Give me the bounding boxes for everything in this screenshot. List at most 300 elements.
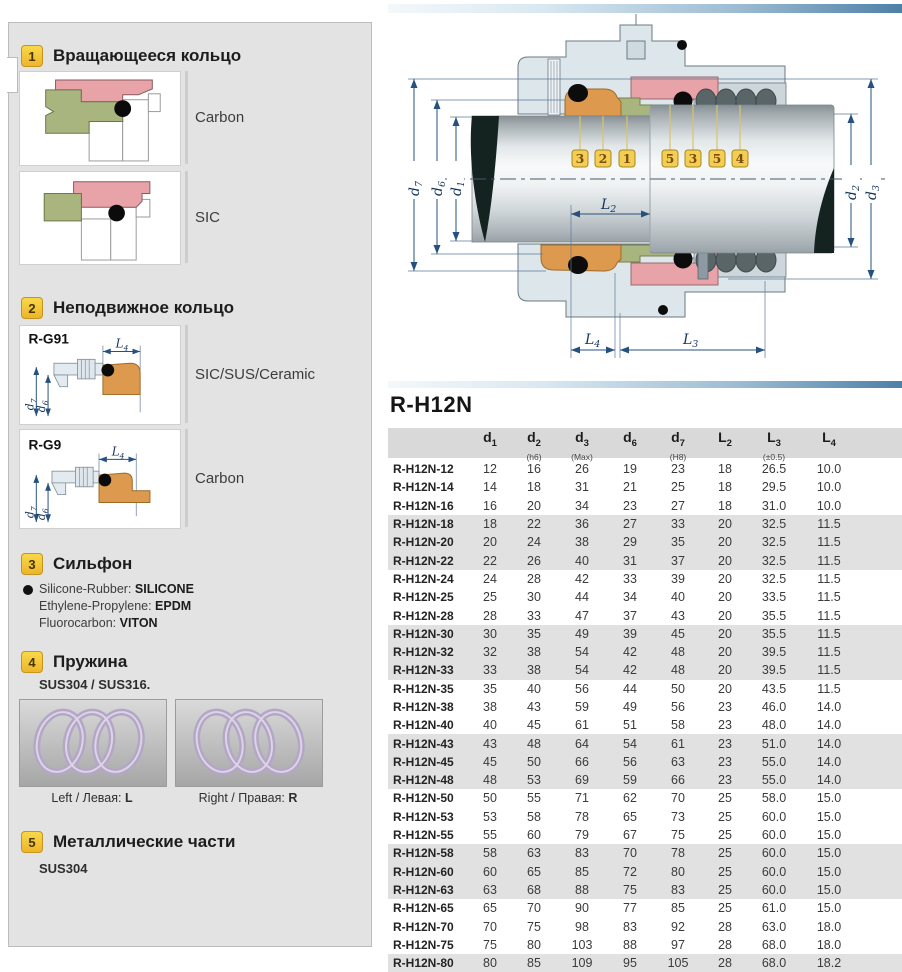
value-cell: 70 xyxy=(483,919,497,934)
badge-label: 3 xyxy=(575,151,585,166)
value-cell: 75 xyxy=(483,937,497,952)
value-cell: 61 xyxy=(671,736,685,751)
value-cell: 59 xyxy=(623,773,637,788)
value-cell: 48 xyxy=(527,736,541,751)
model-cell: R-H12N-48 xyxy=(393,773,454,788)
table-row xyxy=(388,643,902,661)
rg91-drawing xyxy=(20,326,178,422)
value-cell: 58 xyxy=(483,846,497,861)
value-cell: 60.0 xyxy=(761,846,787,861)
value-cell: 20 xyxy=(718,535,732,550)
value-cell: 60 xyxy=(527,828,541,843)
value-cell: 32 xyxy=(483,645,497,660)
value-cell: 75 xyxy=(527,919,541,934)
value-cell: 43 xyxy=(527,700,541,714)
dim-l3-label: $L_3$ xyxy=(683,332,699,350)
value-cell: 18.0 xyxy=(816,919,842,934)
top-accent-bar xyxy=(388,4,902,13)
value-cell: 15.0 xyxy=(816,901,842,916)
table-row xyxy=(388,808,902,826)
model-cell: R-H12N-50 xyxy=(393,791,454,806)
value-cell: 14.0 xyxy=(816,700,842,714)
value-cell: 23 xyxy=(623,498,637,513)
value-cell: 60.0 xyxy=(761,809,787,824)
value-cell: 25 xyxy=(718,828,732,843)
ring-code: R-G91 xyxy=(28,331,69,347)
value-cell: 37 xyxy=(623,608,637,623)
value-cell: 68.0 xyxy=(761,937,787,952)
value-cell: 40 xyxy=(527,681,541,696)
value-cell: 34 xyxy=(623,590,637,605)
dim-d2-label: $d_2$ xyxy=(844,184,862,200)
dim-l4-label: $L_4$ xyxy=(111,444,125,461)
value-cell: 88 xyxy=(623,937,637,952)
table-row xyxy=(388,734,902,752)
value-cell: 39.5 xyxy=(761,663,787,678)
value-cell: 32.5 xyxy=(761,571,787,586)
metal-material: SUS304 xyxy=(39,861,88,876)
value-cell: 40 xyxy=(671,590,685,605)
value-cell: 70 xyxy=(671,791,685,806)
value-cell: 25 xyxy=(718,791,732,806)
value-cell: 22 xyxy=(527,517,541,532)
value-cell: 65 xyxy=(483,901,497,916)
value-cell: 69 xyxy=(575,773,589,788)
value-cell: 78 xyxy=(575,809,589,824)
value-cell: 54 xyxy=(575,663,589,678)
value-cell: 23 xyxy=(718,754,732,769)
value-cell: 35 xyxy=(527,626,541,641)
value-cell: 32.5 xyxy=(761,535,787,550)
model-cell: R-H12N-45 xyxy=(393,754,454,769)
right-spring-image xyxy=(176,700,320,784)
dim-d6-label: $d_6$ xyxy=(35,400,51,413)
value-cell: 63 xyxy=(483,882,497,897)
value-cell: 72 xyxy=(623,864,637,879)
value-cell: 54 xyxy=(623,736,637,751)
value-cell: 11.5 xyxy=(817,663,841,678)
value-cell: 45 xyxy=(671,626,685,641)
value-cell: 90 xyxy=(575,901,589,916)
value-cell: 68 xyxy=(527,882,541,897)
value-cell: 49 xyxy=(623,700,637,714)
section-title: Сильфон xyxy=(53,554,133,573)
model-cell: R-H12N-63 xyxy=(393,882,454,897)
value-cell: 11.5 xyxy=(817,517,841,532)
seal-assembly-diagram xyxy=(388,13,902,379)
value-cell: 33 xyxy=(527,608,541,623)
value-cell: 45 xyxy=(527,718,541,733)
table-row xyxy=(388,460,902,478)
value-cell: 20 xyxy=(718,626,732,641)
value-cell: 15.0 xyxy=(816,882,842,897)
value-cell: 44 xyxy=(623,681,637,696)
column-header: $L_2$ xyxy=(718,429,732,449)
value-cell: 18 xyxy=(527,480,541,495)
value-cell: 65 xyxy=(623,809,637,824)
section-number-badge: 2 xyxy=(21,297,43,319)
table-row xyxy=(388,625,902,643)
model-cell: R-H12N-55 xyxy=(393,828,454,843)
value-cell: 11.5 xyxy=(817,571,841,586)
value-cell: 19 xyxy=(623,462,637,477)
model-cell: R-H12N-75 xyxy=(393,937,454,952)
value-cell: 68.0 xyxy=(761,956,787,971)
dim-l4-label: $L_4$ xyxy=(115,336,129,353)
model-cell: R-H12N-43 xyxy=(393,736,454,751)
model-cell: R-H12N-80 xyxy=(393,956,454,971)
value-cell: 45 xyxy=(483,754,497,769)
value-cell: 30 xyxy=(483,626,497,641)
model-cell: R-H12N-30 xyxy=(393,626,454,641)
value-cell: 39 xyxy=(623,626,637,641)
value-cell: 14 xyxy=(483,480,497,495)
value-cell: 48 xyxy=(483,773,497,788)
value-cell: 88 xyxy=(575,882,589,897)
value-cell: 20 xyxy=(718,553,732,568)
model-series-title: R-H12N xyxy=(390,392,473,417)
section-stationary-ring xyxy=(21,297,234,319)
value-cell: 46.0 xyxy=(761,700,787,714)
o-ring-dot xyxy=(101,364,114,377)
value-cell: 51 xyxy=(623,718,637,733)
dim-d7-label: $d_7$ xyxy=(23,398,39,411)
bullet-dot xyxy=(23,585,33,595)
value-cell: 43 xyxy=(483,736,497,751)
table-header-row xyxy=(388,428,902,460)
dim-d3-label: $d_3$ xyxy=(864,184,882,200)
value-cell: 42 xyxy=(623,663,637,678)
value-cell: 98 xyxy=(575,919,589,934)
table-row xyxy=(388,954,902,972)
table-row xyxy=(388,661,902,679)
divider xyxy=(185,325,188,423)
material-line: Ethylene-Propylene: EPDM xyxy=(39,599,192,613)
value-cell: 27 xyxy=(671,498,685,513)
value-cell: 25 xyxy=(718,809,732,824)
column-header: $d_1$ xyxy=(483,429,497,449)
right-spring-caption: Right / Правая: R xyxy=(198,791,298,805)
divider xyxy=(185,171,188,263)
value-cell: 22 xyxy=(483,553,497,568)
material-label: Carbon xyxy=(195,109,245,126)
value-cell: 60.0 xyxy=(761,882,787,897)
spring-right-photo xyxy=(175,699,323,787)
value-cell: 20 xyxy=(718,645,732,660)
middle-accent-bar xyxy=(388,381,902,388)
value-cell: 11.5 xyxy=(817,681,841,696)
value-cell: 18 xyxy=(718,498,732,513)
table-row xyxy=(388,899,902,917)
table-row xyxy=(388,753,902,771)
model-cell: R-H12N-40 xyxy=(393,718,454,733)
value-cell: 79 xyxy=(575,828,589,843)
value-cell: 24 xyxy=(483,571,497,586)
value-cell: 10.0 xyxy=(816,480,842,495)
value-cell: 78 xyxy=(671,846,685,861)
dim-l4-label: $L_4$ xyxy=(585,332,601,350)
table-row xyxy=(388,881,902,899)
value-cell: 56 xyxy=(575,681,589,696)
value-cell: 32.5 xyxy=(761,517,787,532)
section-number-badge: 4 xyxy=(21,651,43,673)
value-cell: 38 xyxy=(527,645,541,660)
table-row xyxy=(388,606,902,624)
value-cell: 29 xyxy=(623,535,637,550)
value-cell: 28 xyxy=(718,919,732,934)
value-cell: 11.5 xyxy=(817,553,841,568)
value-cell: 15.0 xyxy=(816,828,842,843)
value-cell: 38 xyxy=(575,535,589,550)
value-cell: 70 xyxy=(623,846,637,861)
value-cell: 15.0 xyxy=(816,864,842,879)
value-cell: 34 xyxy=(575,498,589,513)
material-label: SIC xyxy=(195,209,221,226)
value-cell: 55.0 xyxy=(761,754,787,769)
value-cell: 26.5 xyxy=(761,462,787,477)
value-cell: 25 xyxy=(718,846,732,861)
spring-material: SUS304 / SUS316. xyxy=(39,677,151,692)
seal-cross-section-carbon xyxy=(20,72,178,163)
section-metal-parts xyxy=(21,831,235,853)
model-cell: R-H12N-18 xyxy=(393,517,454,532)
table-row xyxy=(388,570,902,588)
value-cell: 20 xyxy=(718,571,732,586)
o-ring-dot xyxy=(114,100,131,117)
value-cell: 23 xyxy=(718,700,732,714)
dim-d6-label: $d_6$ xyxy=(35,508,51,521)
value-cell: 20 xyxy=(718,517,732,532)
model-cell: R-H12N-35 xyxy=(393,681,454,696)
rotating-ring-sic-image xyxy=(19,171,181,265)
value-cell: 25 xyxy=(718,901,732,916)
value-cell: 11.5 xyxy=(817,645,841,660)
bellows-materials xyxy=(39,581,194,632)
material-label: Carbon xyxy=(195,470,245,487)
model-cell: R-H12N-65 xyxy=(393,901,454,916)
o-ring-dot xyxy=(108,205,125,222)
column-header: $d_7$ (H8) xyxy=(669,429,687,462)
material-label: SIC/SUS/Ceramic xyxy=(195,366,316,383)
value-cell: 58.0 xyxy=(761,791,787,806)
table-row xyxy=(388,844,902,862)
set-screw-dot xyxy=(658,305,668,315)
table-body xyxy=(388,460,902,972)
value-cell: 49 xyxy=(575,626,589,641)
value-cell: 75 xyxy=(623,882,637,897)
value-cell: 62 xyxy=(623,791,637,806)
value-cell: 50 xyxy=(671,681,685,696)
value-cell: 63 xyxy=(671,754,685,769)
table-row xyxy=(388,680,902,698)
column-header: $d_3$ (Max) xyxy=(571,429,593,462)
model-cell: R-H12N-20 xyxy=(393,535,454,550)
value-cell: 14.0 xyxy=(816,754,842,769)
value-cell: 42 xyxy=(575,571,589,586)
value-cell: 53 xyxy=(483,809,497,824)
table-row xyxy=(388,698,902,716)
value-cell: 31 xyxy=(575,480,589,495)
value-cell: 80 xyxy=(527,937,541,952)
value-cell: 65 xyxy=(527,864,541,879)
value-cell: 20 xyxy=(718,608,732,623)
value-cell: 75 xyxy=(671,828,685,843)
value-cell: 55 xyxy=(483,828,497,843)
value-cell: 109 xyxy=(571,956,593,971)
value-cell: 56 xyxy=(671,700,685,714)
value-cell: 48 xyxy=(671,645,685,660)
section-number-badge: 3 xyxy=(21,553,43,575)
badge-label: 2 xyxy=(598,151,608,166)
model-cell: R-H12N-38 xyxy=(393,700,454,714)
value-cell: 33 xyxy=(671,517,685,532)
column-header: $L_4$ xyxy=(822,429,836,449)
value-cell: 50 xyxy=(527,754,541,769)
dim-d7-label: $d_7$ xyxy=(23,506,39,519)
value-cell: 25 xyxy=(718,882,732,897)
column-header: $d_6$ xyxy=(623,429,637,449)
section-title: Вращающееся кольцо xyxy=(53,46,242,65)
value-cell: 20 xyxy=(718,663,732,678)
value-cell: 95 xyxy=(623,956,637,971)
model-cell: R-H12N-33 xyxy=(393,663,454,678)
table-row xyxy=(388,826,902,844)
value-cell: 85 xyxy=(527,956,541,971)
model-cell: R-H12N-24 xyxy=(393,571,454,586)
table-row xyxy=(388,515,902,533)
value-cell: 26 xyxy=(527,553,541,568)
value-cell: 20 xyxy=(718,590,732,605)
value-cell: 28 xyxy=(718,937,732,952)
divider xyxy=(185,429,188,527)
value-cell: 61.0 xyxy=(761,901,787,916)
value-cell: 85 xyxy=(671,901,685,916)
value-cell: 26 xyxy=(575,462,589,477)
value-cell: 35.5 xyxy=(761,608,787,623)
value-cell: 16 xyxy=(527,462,541,477)
value-cell: 10.0 xyxy=(816,498,842,513)
model-cell: R-H12N-14 xyxy=(393,480,454,495)
value-cell: 43.5 xyxy=(761,681,787,696)
value-cell: 73 xyxy=(671,809,685,824)
value-cell: 85 xyxy=(575,864,589,879)
value-cell: 25 xyxy=(718,864,732,879)
value-cell: 83 xyxy=(623,919,637,934)
value-cell: 59 xyxy=(575,700,589,714)
value-cell: 14.0 xyxy=(816,718,842,733)
dim-d6-label: $d_6$ xyxy=(430,180,448,196)
parts-legend-sidebar xyxy=(8,22,372,947)
value-cell: 63 xyxy=(527,846,541,861)
badge-label: 5 xyxy=(665,151,675,166)
dim-d1-label: $d_1$ xyxy=(449,180,467,196)
value-cell: 28 xyxy=(483,608,497,623)
value-cell: 27 xyxy=(623,517,637,532)
section-number-badge: 5 xyxy=(21,831,43,853)
value-cell: 83 xyxy=(671,882,685,897)
model-cell: R-H12N-58 xyxy=(393,846,454,861)
set-screw-dot xyxy=(677,40,687,50)
sidebar-notch xyxy=(7,57,18,93)
value-cell: 23 xyxy=(671,462,685,477)
dim-l2-label: $L_2$ xyxy=(601,197,617,215)
value-cell: 25 xyxy=(483,590,497,605)
model-cell: R-H12N-32 xyxy=(393,645,454,660)
column-header: $d_2$ (h6) xyxy=(526,429,542,462)
value-cell: 97 xyxy=(671,937,685,952)
rotating-ring-carbon-image xyxy=(19,71,181,166)
ring-code: R-G9 xyxy=(28,437,62,453)
value-cell: 18 xyxy=(483,517,497,532)
value-cell: 50 xyxy=(483,791,497,806)
model-cell: R-H12N-28 xyxy=(393,608,454,623)
value-cell: 33.5 xyxy=(761,590,787,605)
badge-label: 5 xyxy=(712,151,722,166)
value-cell: 28 xyxy=(527,571,541,586)
dimension-table xyxy=(388,428,902,972)
value-cell: 56 xyxy=(623,754,637,769)
model-cell: R-H12N-12 xyxy=(393,462,454,477)
table-row xyxy=(388,497,902,515)
left-spring-caption: Left / Левая: L xyxy=(51,791,133,805)
value-cell: 20 xyxy=(527,498,541,513)
value-cell: 58 xyxy=(527,809,541,824)
model-cell: R-H12N-25 xyxy=(393,590,454,605)
value-cell: 33 xyxy=(483,663,497,678)
value-cell: 15.0 xyxy=(816,791,842,806)
value-cell: 47 xyxy=(575,608,589,623)
value-cell: 71 xyxy=(575,791,589,806)
rg9-drawing xyxy=(20,430,178,526)
value-cell: 64 xyxy=(575,736,589,751)
value-cell: 30 xyxy=(527,590,541,605)
badge-label: 1 xyxy=(622,151,632,166)
value-cell: 18.0 xyxy=(816,937,842,952)
value-cell: 23 xyxy=(718,718,732,733)
value-cell: 48 xyxy=(671,663,685,678)
spring-left-photo xyxy=(19,699,167,787)
value-cell: 103 xyxy=(571,937,593,952)
value-cell: 63.0 xyxy=(761,919,787,934)
value-cell: 55 xyxy=(527,791,541,806)
table-row xyxy=(388,588,902,606)
value-cell: 40 xyxy=(575,553,589,568)
value-cell: 21 xyxy=(623,480,637,495)
value-cell: 25 xyxy=(671,480,685,495)
value-cell: 32.5 xyxy=(761,553,787,568)
value-cell: 35.5 xyxy=(761,626,787,641)
model-cell: R-H12N-16 xyxy=(393,498,454,513)
value-cell: 15.0 xyxy=(816,809,842,824)
table-row xyxy=(388,533,902,551)
material-line: Fluorocarbon: VITON xyxy=(39,616,158,630)
dim-d7-label: $d_7$ xyxy=(407,180,425,196)
value-cell: 14.0 xyxy=(816,736,842,751)
section-rotating-ring xyxy=(21,45,241,67)
model-cell: R-H12N-53 xyxy=(393,809,454,824)
value-cell: 60.0 xyxy=(761,864,787,879)
value-cell: 105 xyxy=(667,956,689,971)
value-cell: 31.0 xyxy=(761,498,787,513)
divider xyxy=(185,71,188,164)
value-cell: 23 xyxy=(718,773,732,788)
value-cell: 61 xyxy=(575,718,589,733)
value-cell: 36 xyxy=(575,517,589,532)
value-cell: 67 xyxy=(623,828,637,843)
value-cell: 16 xyxy=(483,498,497,513)
section-number-badge: 1 xyxy=(21,45,43,67)
value-cell: 60.0 xyxy=(761,828,787,843)
